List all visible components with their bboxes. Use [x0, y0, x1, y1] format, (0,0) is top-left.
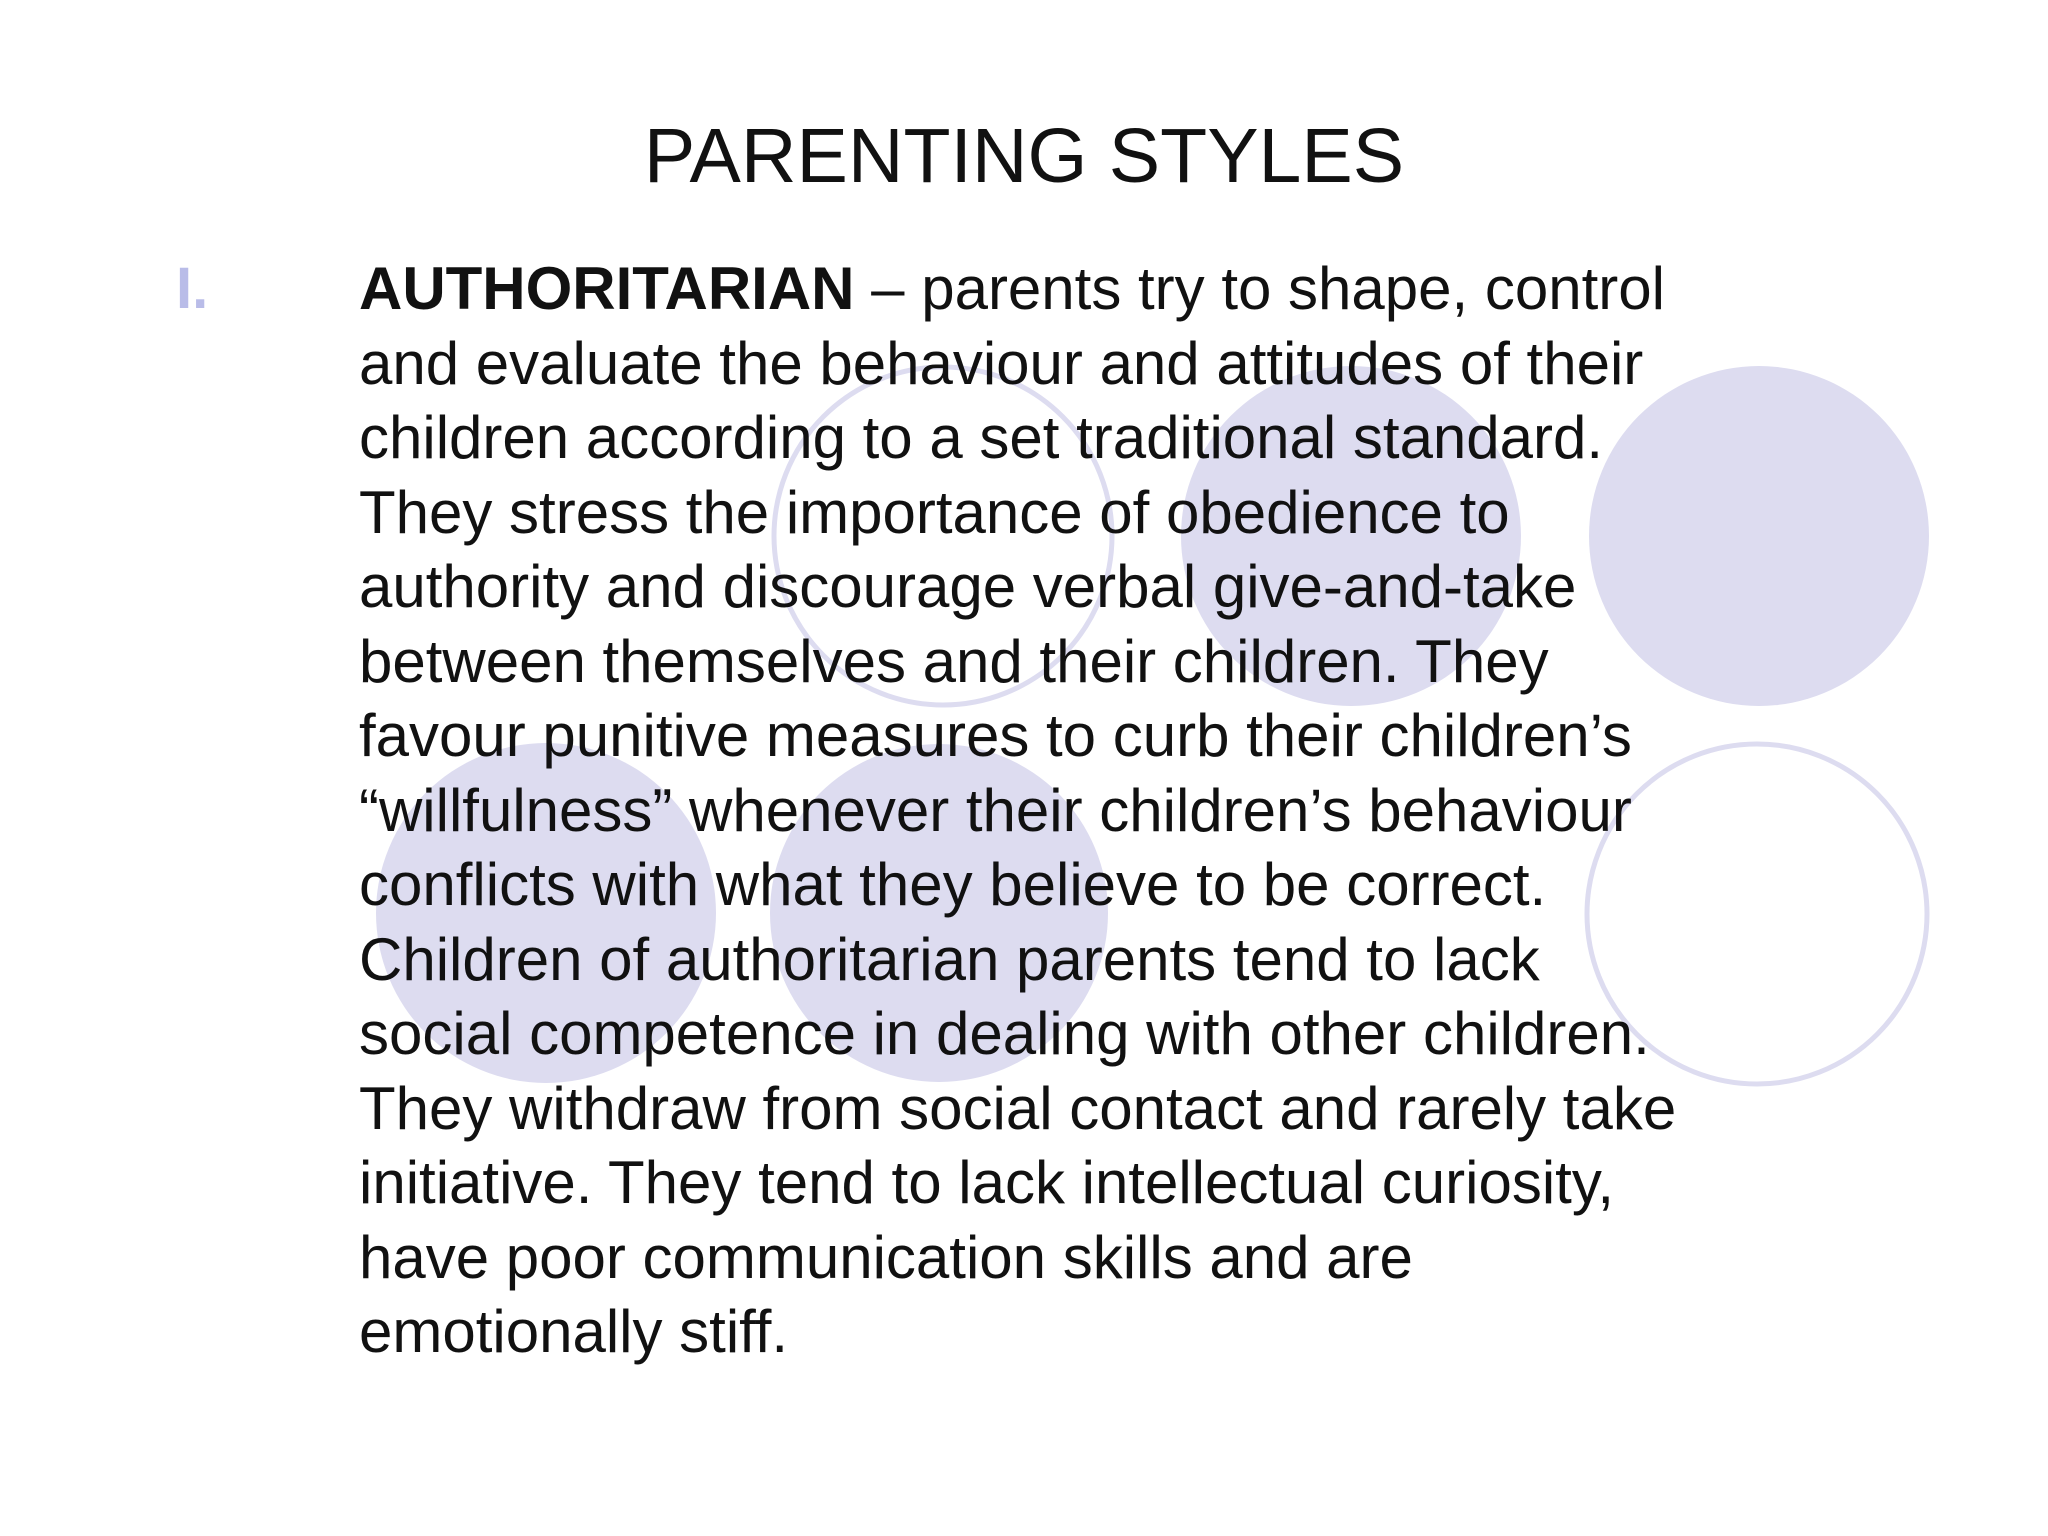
description-line: conflicts with what they believe to be correct. — [359, 851, 1547, 918]
description-line: They stress the importance of obedience to — [359, 478, 1510, 546]
description-line: favour punitive measures to curb their children’s — [359, 702, 1632, 769]
authoritarian-term: AUTHORITARIAN — [359, 255, 855, 322]
roman-numeral-marker: I. — [176, 256, 209, 321]
description-line: children according to a set traditional standard. — [359, 404, 1604, 471]
description-line: “willfulness” whenever their children’s behaviour — [359, 776, 1632, 844]
description-dash-text: – parents try to shape, control — [854, 255, 1665, 322]
description-line: initiative. They tend to lack intellectual curiosity, — [359, 1149, 1615, 1216]
description-line: between themselves and their children. They — [359, 627, 1549, 695]
description-line: have poor communication skills and are — [359, 1223, 1413, 1291]
description-line: and evaluate the behaviour and attitudes of their — [359, 329, 1644, 397]
description-line: emotionally stiff. — [359, 1298, 789, 1365]
description-line: They withdraw from social contact and rarely take — [359, 1074, 1677, 1142]
description-first-line — [359, 252, 1914, 327]
description-line: social competence in dealing with other children. — [359, 1000, 1650, 1067]
authoritarian-description — [359, 252, 1914, 1370]
description-line: authority and discourage verbal give-and-take — [359, 553, 1577, 620]
description-line: Children of authoritarian parents tend to lack — [359, 925, 1540, 993]
slide-title: PARENTING STYLES — [643, 113, 1405, 199]
